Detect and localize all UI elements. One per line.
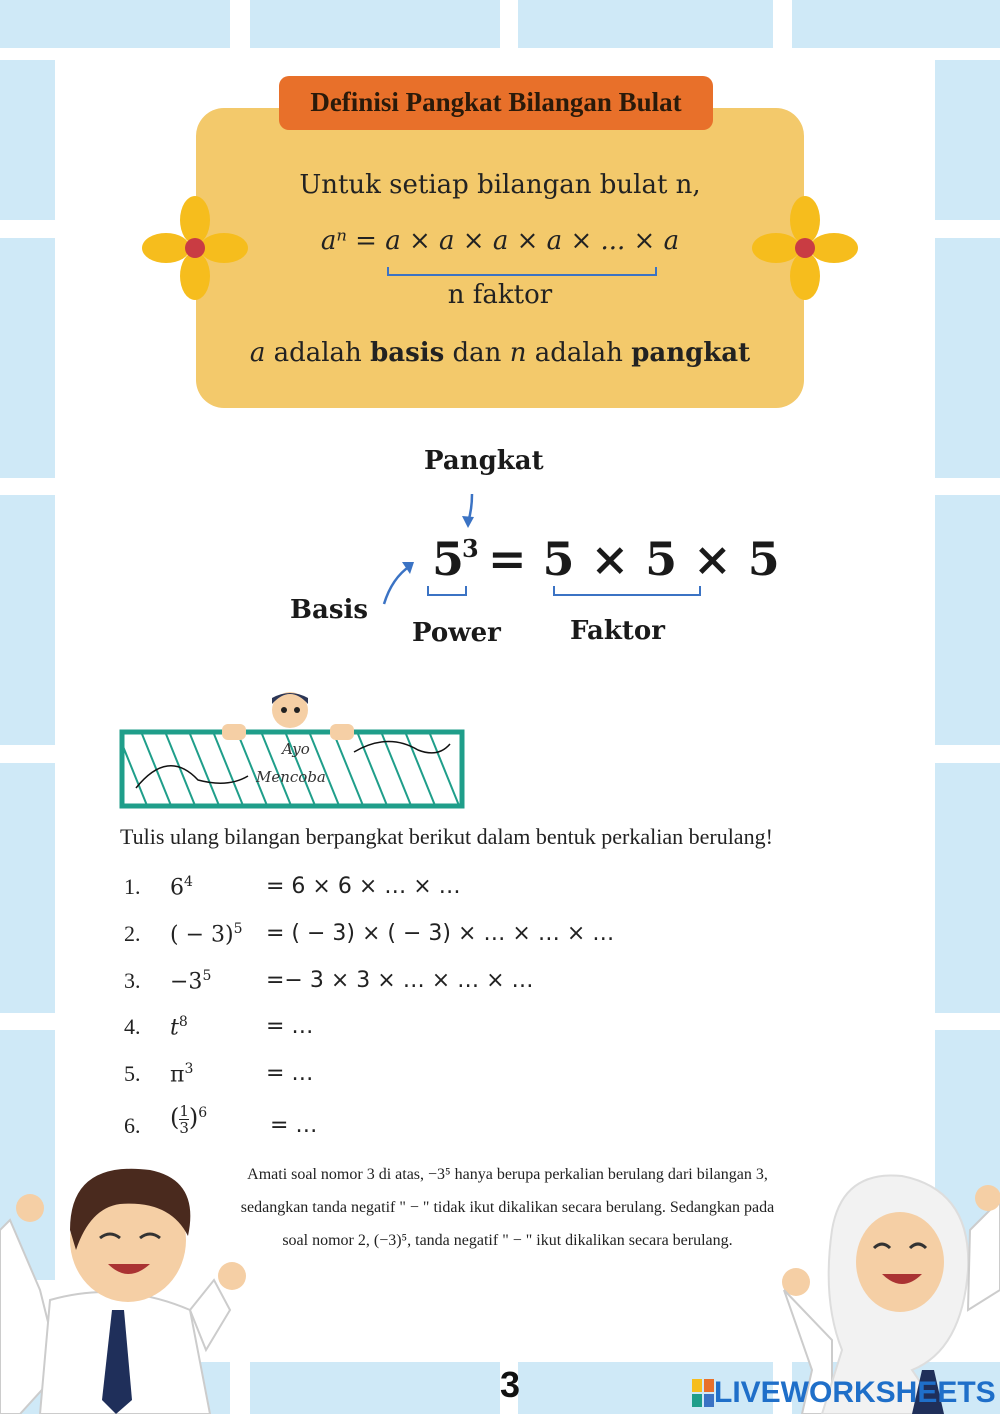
- basis-label: Basis: [290, 595, 368, 625]
- page-title: Definisi Pangkat Bilangan Bulat: [279, 76, 713, 130]
- boy-character-icon: [0, 1160, 250, 1414]
- liveworksheets-icon: [692, 1379, 714, 1407]
- definition-line-3: a adalah basis dan n adalah pangkat: [249, 338, 751, 368]
- fraction-denominator: 3: [179, 1119, 189, 1137]
- banner-ayo: Ayo: [282, 740, 310, 758]
- power-brace: [426, 584, 470, 600]
- definition-formula: aⁿ = a × a × a × a × ... × a: [320, 226, 680, 256]
- banner-mencoba: Mencoba: [256, 768, 326, 786]
- power-label: Power: [412, 618, 501, 648]
- example-exponent: 3: [462, 534, 479, 563]
- note-line-2: sedangkan tanda negatif " − " tidak ikut dikalikan secara berulang. Sedangkan pada: [240, 1199, 775, 1216]
- page-number: 3: [499, 1364, 521, 1405]
- fraction-numerator: 1: [179, 1102, 189, 1120]
- definition-line-1: Untuk setiap bilangan bulat n,: [299, 170, 701, 200]
- basis-arrow-icon: [378, 556, 420, 608]
- instruction-text: Tulis ulang bilangan berpangkat berikut dalam bentuk perkalian berulang!: [120, 824, 773, 849]
- watermark-logo: LIVEWORKSHEETS: [692, 1376, 996, 1410]
- note-line-3: soal nomor 2, (−3)⁵, tanda negatif " − " ikut dikalikan secara berulang.: [282, 1232, 733, 1249]
- example-rhs: = 5 × 5 × 5: [488, 532, 780, 586]
- faktor-brace: [552, 584, 704, 600]
- pangkat-label: Pangkat: [424, 446, 544, 476]
- pangkat-arrow-icon: [458, 492, 482, 532]
- note-line-1: Amati soal nomor 3 di atas, −3⁵ hanya berupa perkalian berulang dari bilangan 3,: [247, 1166, 768, 1183]
- faktor-label: Faktor: [570, 616, 665, 646]
- definition-factor-label: n faktor: [447, 280, 553, 310]
- factor-brace: [386, 265, 658, 279]
- example-base: 5: [432, 532, 465, 586]
- flower-right-icon: [752, 196, 858, 300]
- definition-box: [196, 108, 804, 408]
- flower-left-icon: [142, 196, 248, 300]
